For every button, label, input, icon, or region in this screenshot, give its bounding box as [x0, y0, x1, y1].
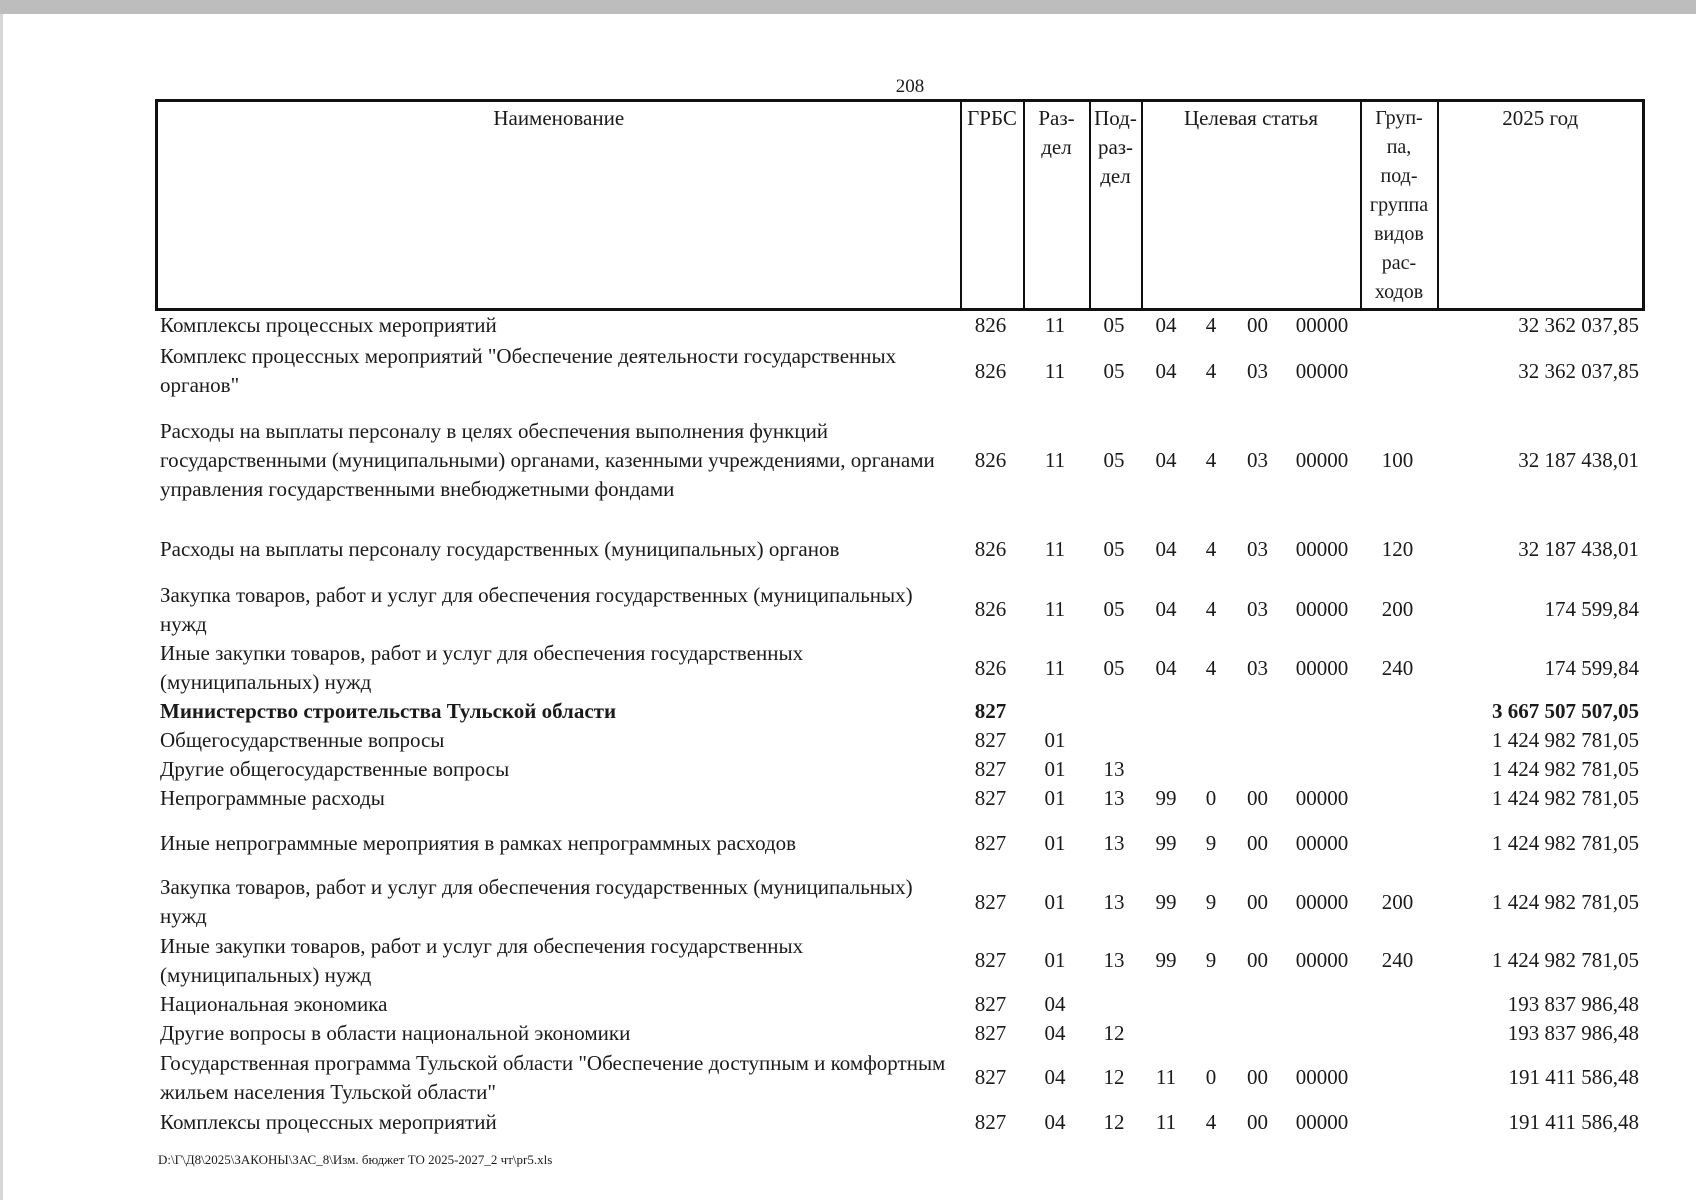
row-expense-group: 200	[1381, 597, 1414, 621]
row-amount: 174 599,84	[1544, 655, 1639, 680]
row-name: Расходы на выплаты персоналу в целях обеспечения выполнения функций государственными (муниципальными) органами, казенными учреждениями, органами управления государственными внебюджетными фондами	[160, 418, 935, 501]
header-razdel: Раз- дел	[1024, 101, 1090, 310]
scan-edge-left	[0, 14, 3, 1200]
row-podrazdel	[1088, 697, 1140, 726]
row-expense-group	[1359, 726, 1436, 755]
row-target-type	[1192, 755, 1230, 784]
row-podrazdel: 05	[1103, 536, 1125, 561]
row-target-direction: 00000	[1295, 1109, 1349, 1134]
row-razdel: 04	[1044, 1109, 1066, 1134]
row-grbs: 827	[974, 757, 1007, 781]
row-razdel: 01	[1044, 728, 1066, 752]
row-target-program	[1140, 726, 1192, 755]
scan-edge-top	[0, 0, 1696, 14]
row-expense-group	[1359, 990, 1436, 1019]
row-razdel: 04	[1044, 1065, 1066, 1089]
row-target-direction: 00000	[1295, 447, 1349, 472]
row-target-structure: 00	[1247, 889, 1268, 914]
header-grbs: ГРБС	[961, 101, 1024, 310]
row-target-direction: 00000	[1295, 786, 1349, 810]
row-name: Комплекс процессных мероприятий "Обеспечение деятельности государственных органов"	[160, 344, 897, 397]
row-razdel: 11	[1044, 313, 1066, 337]
table-row	[155, 1019, 1642, 1048]
row-grbs: 827	[974, 1065, 1007, 1089]
table-row	[155, 580, 1642, 639]
row-expense-group	[1359, 1048, 1436, 1107]
row-expense-group	[1359, 1019, 1436, 1048]
row-name: Общегосударственные вопросы	[160, 728, 445, 752]
table-row	[155, 784, 1642, 813]
row-name: Другие общегосударственные вопросы	[160, 757, 510, 781]
row-podrazdel: 12	[1103, 1021, 1125, 1045]
row-target-direction	[1285, 1019, 1359, 1048]
row-target-type: 4	[1205, 358, 1217, 383]
row-target-type	[1192, 1019, 1230, 1048]
row-target-program	[1140, 755, 1192, 784]
row-amount: 1 424 982 781,05	[1492, 948, 1639, 972]
row-razdel: 11	[1044, 655, 1066, 680]
row-target-direction: 00000	[1295, 1065, 1349, 1089]
row-name: Закупка товаров, работ и услуг для обеспечения государственных (муниципальных) нужд	[160, 582, 913, 636]
row-podrazdel: 05	[1103, 655, 1125, 680]
row-razdel	[1022, 697, 1088, 726]
row-name: Национальная экономика	[160, 992, 388, 1016]
table-row	[155, 1107, 1642, 1137]
row-target-program: 04	[1155, 655, 1177, 680]
row-amount: 1 424 982 781,05	[1492, 757, 1639, 781]
row-amount: 1 424 982 781,05	[1492, 889, 1639, 914]
table-body	[155, 311, 1642, 1137]
row-amount: 1 424 982 781,05	[1492, 830, 1639, 855]
row-target-program: 04	[1155, 358, 1177, 383]
row-podrazdel: 13	[1103, 830, 1125, 855]
row-razdel: 11	[1044, 358, 1066, 383]
row-target-structure: 03	[1247, 536, 1268, 561]
row-podrazdel: 12	[1103, 1109, 1125, 1134]
row-target-structure	[1230, 990, 1285, 1019]
table-row	[155, 813, 1642, 873]
row-name: Комплексы процессных мероприятий	[160, 313, 497, 337]
row-target-direction: 00000	[1295, 313, 1349, 337]
row-grbs: 827	[974, 699, 1007, 723]
row-target-direction	[1285, 726, 1359, 755]
table-row	[155, 340, 1642, 402]
row-amount: 32 362 037,85	[1518, 313, 1639, 337]
row-name: Министерство строительства Тульской области	[160, 699, 617, 723]
row-target-type: 4	[1205, 597, 1217, 621]
row-target-direction: 00000	[1295, 358, 1349, 383]
row-grbs: 827	[974, 1109, 1007, 1134]
row-target-structure: 03	[1247, 597, 1268, 621]
row-target-structure: 00	[1247, 1109, 1268, 1134]
row-podrazdel	[1088, 726, 1140, 755]
row-target-direction: 00000	[1295, 889, 1349, 914]
row-expense-group: 240	[1381, 655, 1414, 680]
table-row	[155, 1048, 1642, 1107]
row-grbs: 826	[974, 447, 1007, 472]
row-target-program: 99	[1155, 786, 1177, 810]
row-amount: 1 424 982 781,05	[1492, 786, 1639, 810]
row-grbs: 827	[974, 1021, 1007, 1045]
row-podrazdel: 13	[1103, 889, 1125, 914]
row-amount: 191 411 586,48	[1508, 1109, 1639, 1134]
row-target-program: 99	[1155, 948, 1177, 972]
row-expense-group: 100	[1381, 447, 1414, 472]
table-row	[155, 697, 1642, 726]
table-row	[155, 990, 1642, 1019]
row-grbs: 827	[974, 786, 1007, 810]
header-group: Груп- па, под- группа видов рас- ходов	[1361, 101, 1438, 310]
row-grbs: 827	[974, 948, 1007, 972]
row-target-direction: 00000	[1295, 655, 1349, 680]
row-razdel: 04	[1044, 992, 1066, 1016]
row-target-direction	[1285, 755, 1359, 784]
row-target-direction: 00000	[1295, 948, 1349, 972]
row-target-type: 0	[1205, 786, 1217, 810]
header-podrazdel: Под- раз- дел	[1090, 101, 1142, 310]
row-target-type: 4	[1205, 313, 1217, 337]
row-grbs: 827	[974, 992, 1007, 1016]
row-razdel: 11	[1044, 447, 1066, 472]
row-target-program: 04	[1155, 313, 1177, 337]
row-target-structure	[1230, 1019, 1285, 1048]
row-expense-group	[1359, 1107, 1436, 1137]
row-razdel: 11	[1044, 597, 1066, 621]
row-target-program: 04	[1155, 536, 1177, 561]
table-row	[155, 873, 1642, 931]
row-expense-group	[1359, 784, 1436, 813]
row-razdel: 01	[1044, 948, 1066, 972]
row-expense-group: 240	[1381, 948, 1414, 972]
row-name: Другие вопросы в области национальной экономики	[160, 1021, 631, 1045]
row-target-type: 4	[1205, 1109, 1217, 1134]
row-podrazdel: 05	[1103, 597, 1125, 621]
row-target-type: 9	[1205, 830, 1217, 855]
row-target-structure: 00	[1247, 830, 1268, 855]
row-target-structure: 00	[1247, 948, 1268, 972]
row-target-type: 9	[1205, 948, 1217, 972]
row-target-type: 4	[1205, 655, 1217, 680]
row-amount: 1 424 982 781,05	[1492, 728, 1639, 752]
table-row	[155, 726, 1642, 755]
row-target-direction: 00000	[1295, 830, 1349, 855]
row-expense-group	[1359, 697, 1436, 726]
row-grbs: 827	[974, 889, 1007, 914]
table-row	[155, 518, 1642, 580]
row-target-structure: 03	[1247, 358, 1268, 383]
row-amount: 32 362 037,85	[1518, 358, 1639, 383]
row-target-type: 4	[1205, 536, 1217, 561]
row-amount: 32 187 438,01	[1518, 536, 1639, 561]
row-target-type: 9	[1205, 889, 1217, 914]
row-target-direction	[1285, 697, 1359, 726]
row-podrazdel: 12	[1103, 1065, 1125, 1089]
row-razdel: 04	[1044, 1021, 1066, 1045]
row-target-type: 0	[1205, 1065, 1217, 1089]
row-target-program: 04	[1155, 447, 1177, 472]
row-amount: 174 599,84	[1544, 597, 1639, 621]
row-expense-group	[1359, 311, 1436, 340]
table-row	[155, 755, 1642, 784]
row-name: Иные закупки товаров, работ и услуг для обеспечения государственных (муниципальных) нужд	[160, 933, 804, 987]
row-target-structure	[1230, 726, 1285, 755]
page-number: 208	[895, 76, 925, 97]
row-grbs: 826	[974, 536, 1007, 561]
row-name: Закупка товаров, работ и услуг для обеспечения государственных (муниципальных) нужд	[160, 875, 913, 928]
row-expense-group	[1359, 340, 1436, 402]
row-podrazdel: 13	[1103, 757, 1125, 781]
table-row	[155, 639, 1642, 697]
table-row	[155, 402, 1642, 518]
header-year: 2025 год	[1438, 101, 1644, 310]
header-target: Целевая статья	[1142, 101, 1361, 310]
row-target-structure: 03	[1247, 655, 1268, 680]
row-razdel: 01	[1044, 757, 1066, 781]
row-grbs: 826	[974, 597, 1007, 621]
footer-file-path: D:\Г\Д8\2025\ЗАКОНЫ\ЗАС_8\Изм. бюджет ТО 2025-2027_2 чт\pr5.xls	[158, 1152, 553, 1167]
row-amount: 32 187 438,01	[1518, 447, 1639, 472]
row-razdel: 11	[1044, 536, 1066, 561]
header-name: Наименование	[157, 101, 961, 310]
row-expense-group: 200	[1381, 889, 1414, 914]
row-target-program	[1140, 697, 1192, 726]
row-name: Расходы на выплаты персоналу государственных (муниципальных) органов	[160, 536, 840, 561]
row-target-program	[1140, 1019, 1192, 1048]
row-name: Иные непрограммные мероприятия в рамках непрограммных расходов	[160, 830, 797, 855]
row-target-program: 04	[1155, 597, 1177, 621]
row-amount: 193 837 986,48	[1507, 992, 1639, 1016]
row-name: Иные закупки товаров, работ и услуг для обеспечения государственных (муниципальных) нужд	[160, 641, 804, 694]
row-podrazdel	[1088, 990, 1140, 1019]
row-podrazdel: 05	[1103, 313, 1125, 337]
row-grbs: 827	[974, 728, 1007, 752]
row-target-program: 99	[1155, 830, 1177, 855]
row-podrazdel: 13	[1103, 948, 1125, 972]
row-target-type	[1192, 990, 1230, 1019]
row-razdel: 01	[1044, 830, 1066, 855]
row-target-direction	[1285, 990, 1359, 1019]
row-target-direction: 00000	[1295, 597, 1349, 621]
row-name: Комплексы процессных мероприятий	[160, 1109, 497, 1134]
row-razdel: 01	[1044, 889, 1066, 914]
row-target-structure	[1230, 697, 1285, 726]
row-name: Государственная программа Тульской области "Обеспечение доступным и комфортным жильем населения Тульской области"	[160, 1050, 946, 1104]
row-grbs: 827	[974, 830, 1007, 855]
row-amount: 191 411 586,48	[1508, 1065, 1639, 1089]
row-razdel: 01	[1044, 786, 1066, 810]
row-target-direction: 00000	[1295, 536, 1349, 561]
row-target-type	[1192, 726, 1230, 755]
row-grbs: 826	[974, 655, 1007, 680]
row-target-program: 11	[1155, 1109, 1177, 1134]
row-podrazdel: 13	[1103, 786, 1125, 810]
row-target-structure: 00	[1247, 313, 1268, 337]
row-target-program: 99	[1155, 889, 1177, 914]
row-target-program	[1140, 990, 1192, 1019]
row-expense-group	[1359, 755, 1436, 784]
row-podrazdel: 05	[1103, 447, 1125, 472]
row-grbs: 826	[974, 358, 1007, 383]
row-target-structure	[1230, 755, 1285, 784]
row-expense-group: 120	[1381, 536, 1414, 561]
row-target-program: 11	[1155, 1065, 1177, 1089]
row-target-structure: 00	[1247, 786, 1268, 810]
row-podrazdel: 05	[1103, 358, 1125, 383]
row-target-type: 4	[1205, 447, 1217, 472]
row-grbs: 826	[974, 313, 1007, 337]
row-amount: 193 837 986,48	[1507, 1021, 1639, 1045]
row-amount: 3 667 507 507,05	[1492, 699, 1639, 723]
table-row	[155, 311, 1642, 340]
row-expense-group	[1359, 813, 1436, 873]
row-target-type	[1192, 697, 1230, 726]
row-target-structure: 00	[1247, 1065, 1268, 1089]
row-target-structure: 03	[1247, 447, 1268, 472]
row-name: Непрограммные расходы	[160, 786, 385, 810]
table-row	[155, 931, 1642, 990]
table-header	[155, 99, 1645, 311]
